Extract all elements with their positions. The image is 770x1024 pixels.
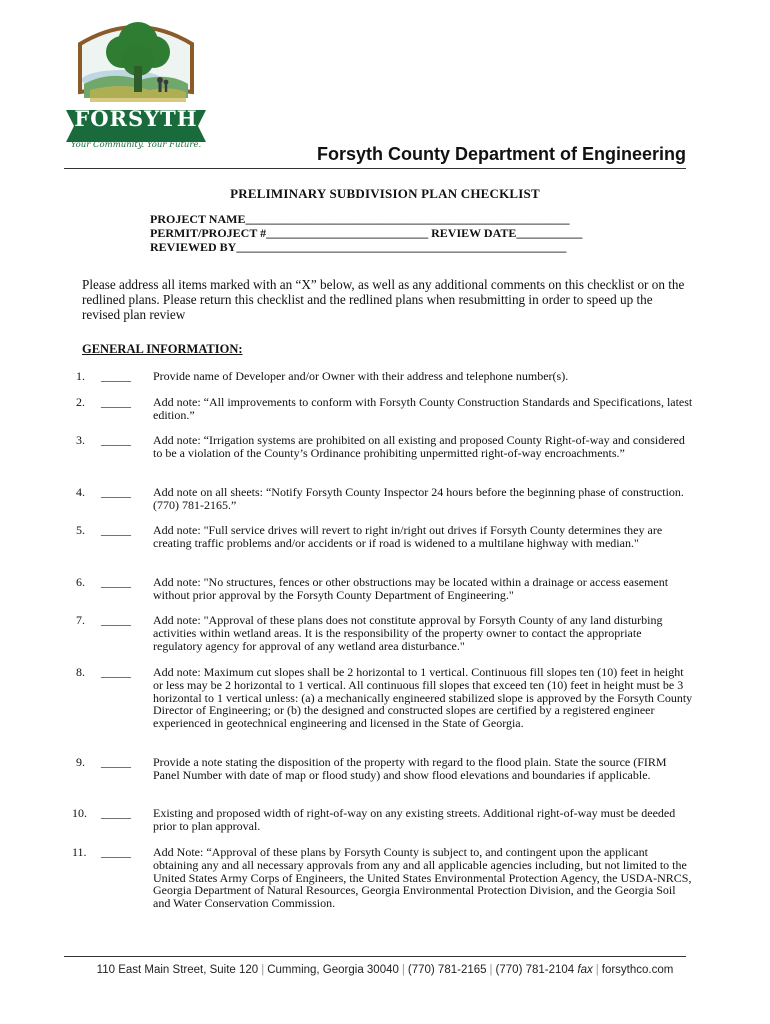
item-text: Add Note: “Approval of these plans by Forsyth County is subject to, and contingent upon the applicant obtaining any and all necessary approvals from any and all applicable agencies including, but not limited to the United States Army Corps of Engineers, the United States Environmental Protection Agency, the USDA-NRCS, Georgia Department of Natural Resources, Georgia Environmental Protection Division, and the Georgia Soil and Water Conservation Commission. <box>153 845 692 911</box>
item-check-blank: _____ <box>101 806 131 820</box>
item-number: 8. <box>76 665 85 679</box>
item-number: 10. <box>72 806 87 820</box>
item-number: 5. <box>76 523 85 537</box>
item-text: Add note on all sheets: “Notify Forsyth County Inspector 24 hours before the beginning phase of construction. (770) 781-2165.” <box>153 485 684 512</box>
item-check-blank: _____ <box>101 369 131 383</box>
item-number: 4. <box>76 485 85 499</box>
project-fields <box>150 212 582 254</box>
item-text: Existing and proposed width of right-of-way on any existing streets. Additional right-of-way must be deeded prior to plan approval. <box>153 806 676 833</box>
footer-address: 110 East Main Street, Suite 120 <box>96 964 259 976</box>
item-number: 2. <box>76 395 85 409</box>
item-check-blank: _____ <box>101 575 131 589</box>
footer-fax-label: fax <box>577 964 593 976</box>
logo-subtitle: COUNTY, GEORGIA <box>94 130 178 139</box>
footer-city: Cumming, Georgia 30040 <box>267 964 399 976</box>
item-check-blank: _____ <box>101 755 131 769</box>
section-heading: GENERAL INFORMATION: <box>82 342 243 356</box>
department-title: Forsyth County Department of Engineering <box>316 144 686 164</box>
logo-tagline: Your Community. Your Future. <box>70 140 202 150</box>
permit-review-date-field: PERMIT/PROJECT #___________________________ REVIEW DATE___________ <box>150 226 583 240</box>
item-text: Provide a note stating the disposition of the property with regard to the flood plain. State the source (FIRM Panel Number with date of map or flood study) and show flood elevations and boundaries if applicable. <box>153 755 667 782</box>
item-check-blank: _____ <box>101 395 131 409</box>
item-check-blank: _____ <box>101 845 131 859</box>
item-text: Add note: "No structures, fences or other obstructions may be located within a drainage or access easement without prior approval by the Forsyth County Department of Engineering." <box>153 575 669 602</box>
instructions-paragraph: Please address all items marked with an “X” below, as well as any additional comments on this checklist or on the redlined plans. Please return this checklist and the redlined plans when resubmitting in order to speed up the revised plan review <box>82 277 685 322</box>
footer-phone: (770) 781-2165 <box>407 964 487 976</box>
footer-divider <box>64 956 686 957</box>
item-text: Add note: "Approval of these plans does not constitute approval by Forsyth County of any land disturbing activities within wetland areas. It is the responsibility of the property owner to contact the appropriate regulatory agency for approval of any wetland area disturbance." <box>153 613 663 653</box>
reviewed-by-field: REVIEWED BY_______________________________________________________ <box>150 240 567 254</box>
item-number: 3. <box>76 433 85 447</box>
item-check-blank: _____ <box>101 665 131 679</box>
document-title: PRELIMINARY SUBDIVISION PLAN CHECKLIST <box>230 186 540 201</box>
item-text: Add note: “All improvements to conform with Forsyth County Construction Standards and Specifications, latest edition.” <box>153 395 693 422</box>
item-check-blank: _____ <box>101 613 131 627</box>
item-text: Add note: "Full service drives will revert to right in/right out drives if Forsyth County determines they are creating traffic problems and/or accidents or if road is widened to a multilane highway with median." <box>153 523 663 550</box>
item-number: 1. <box>76 369 85 383</box>
project-name-field: PROJECT NAME______________________________________________________ <box>150 212 570 226</box>
footer-website[interactable]: forsythco.com <box>601 964 674 976</box>
item-check-blank: _____ <box>101 433 131 447</box>
item-text: Add note: “Irrigation systems are prohibited on all existing and proposed County Right-of-way and considered to be a violation of the County’s Ordinance prohibiting unpermitted right-of-way encroachments.” <box>153 433 685 460</box>
item-number: 9. <box>76 755 85 769</box>
item-text: Add note: Maximum cut slopes shall be 2 horizontal to 1 vertical. Continuous fill slopes ten (10) feet in height or less may be 2 horizontal to 1 vertical. All continuous fill slopes that exceed ten (10) feet in height must be 3 horizontal to 1 vertical unless: (a) a mechanically engineered stabilized slope is approved by the Forsyth County Director of Engineering; or (b) the designed and constructed slopes are certified by a registered engineer experienced in geotechnical engineering and licensed in the State of Georgia. <box>153 665 693 731</box>
item-number: 6. <box>76 575 85 589</box>
item-number: 11. <box>72 845 87 859</box>
item-number: 7. <box>76 613 85 627</box>
logo-name: FORSYTH <box>74 106 198 131</box>
header-divider <box>64 168 686 169</box>
item-text: Provide name of Developer and/or Owner with their address and telephone number(s). <box>153 369 569 383</box>
item-check-blank: _____ <box>101 485 131 499</box>
forsyth-county-logo <box>60 14 212 154</box>
footer-contact: 110 East Main Street, Suite 120 | Cumming, Georgia 30040 | (770) 781-2165 | (770) 781-2104 fax | forsythco.com <box>96 964 674 976</box>
item-check-blank: _____ <box>101 523 131 537</box>
footer-fax-number: (770) 781-2104 <box>495 964 575 976</box>
